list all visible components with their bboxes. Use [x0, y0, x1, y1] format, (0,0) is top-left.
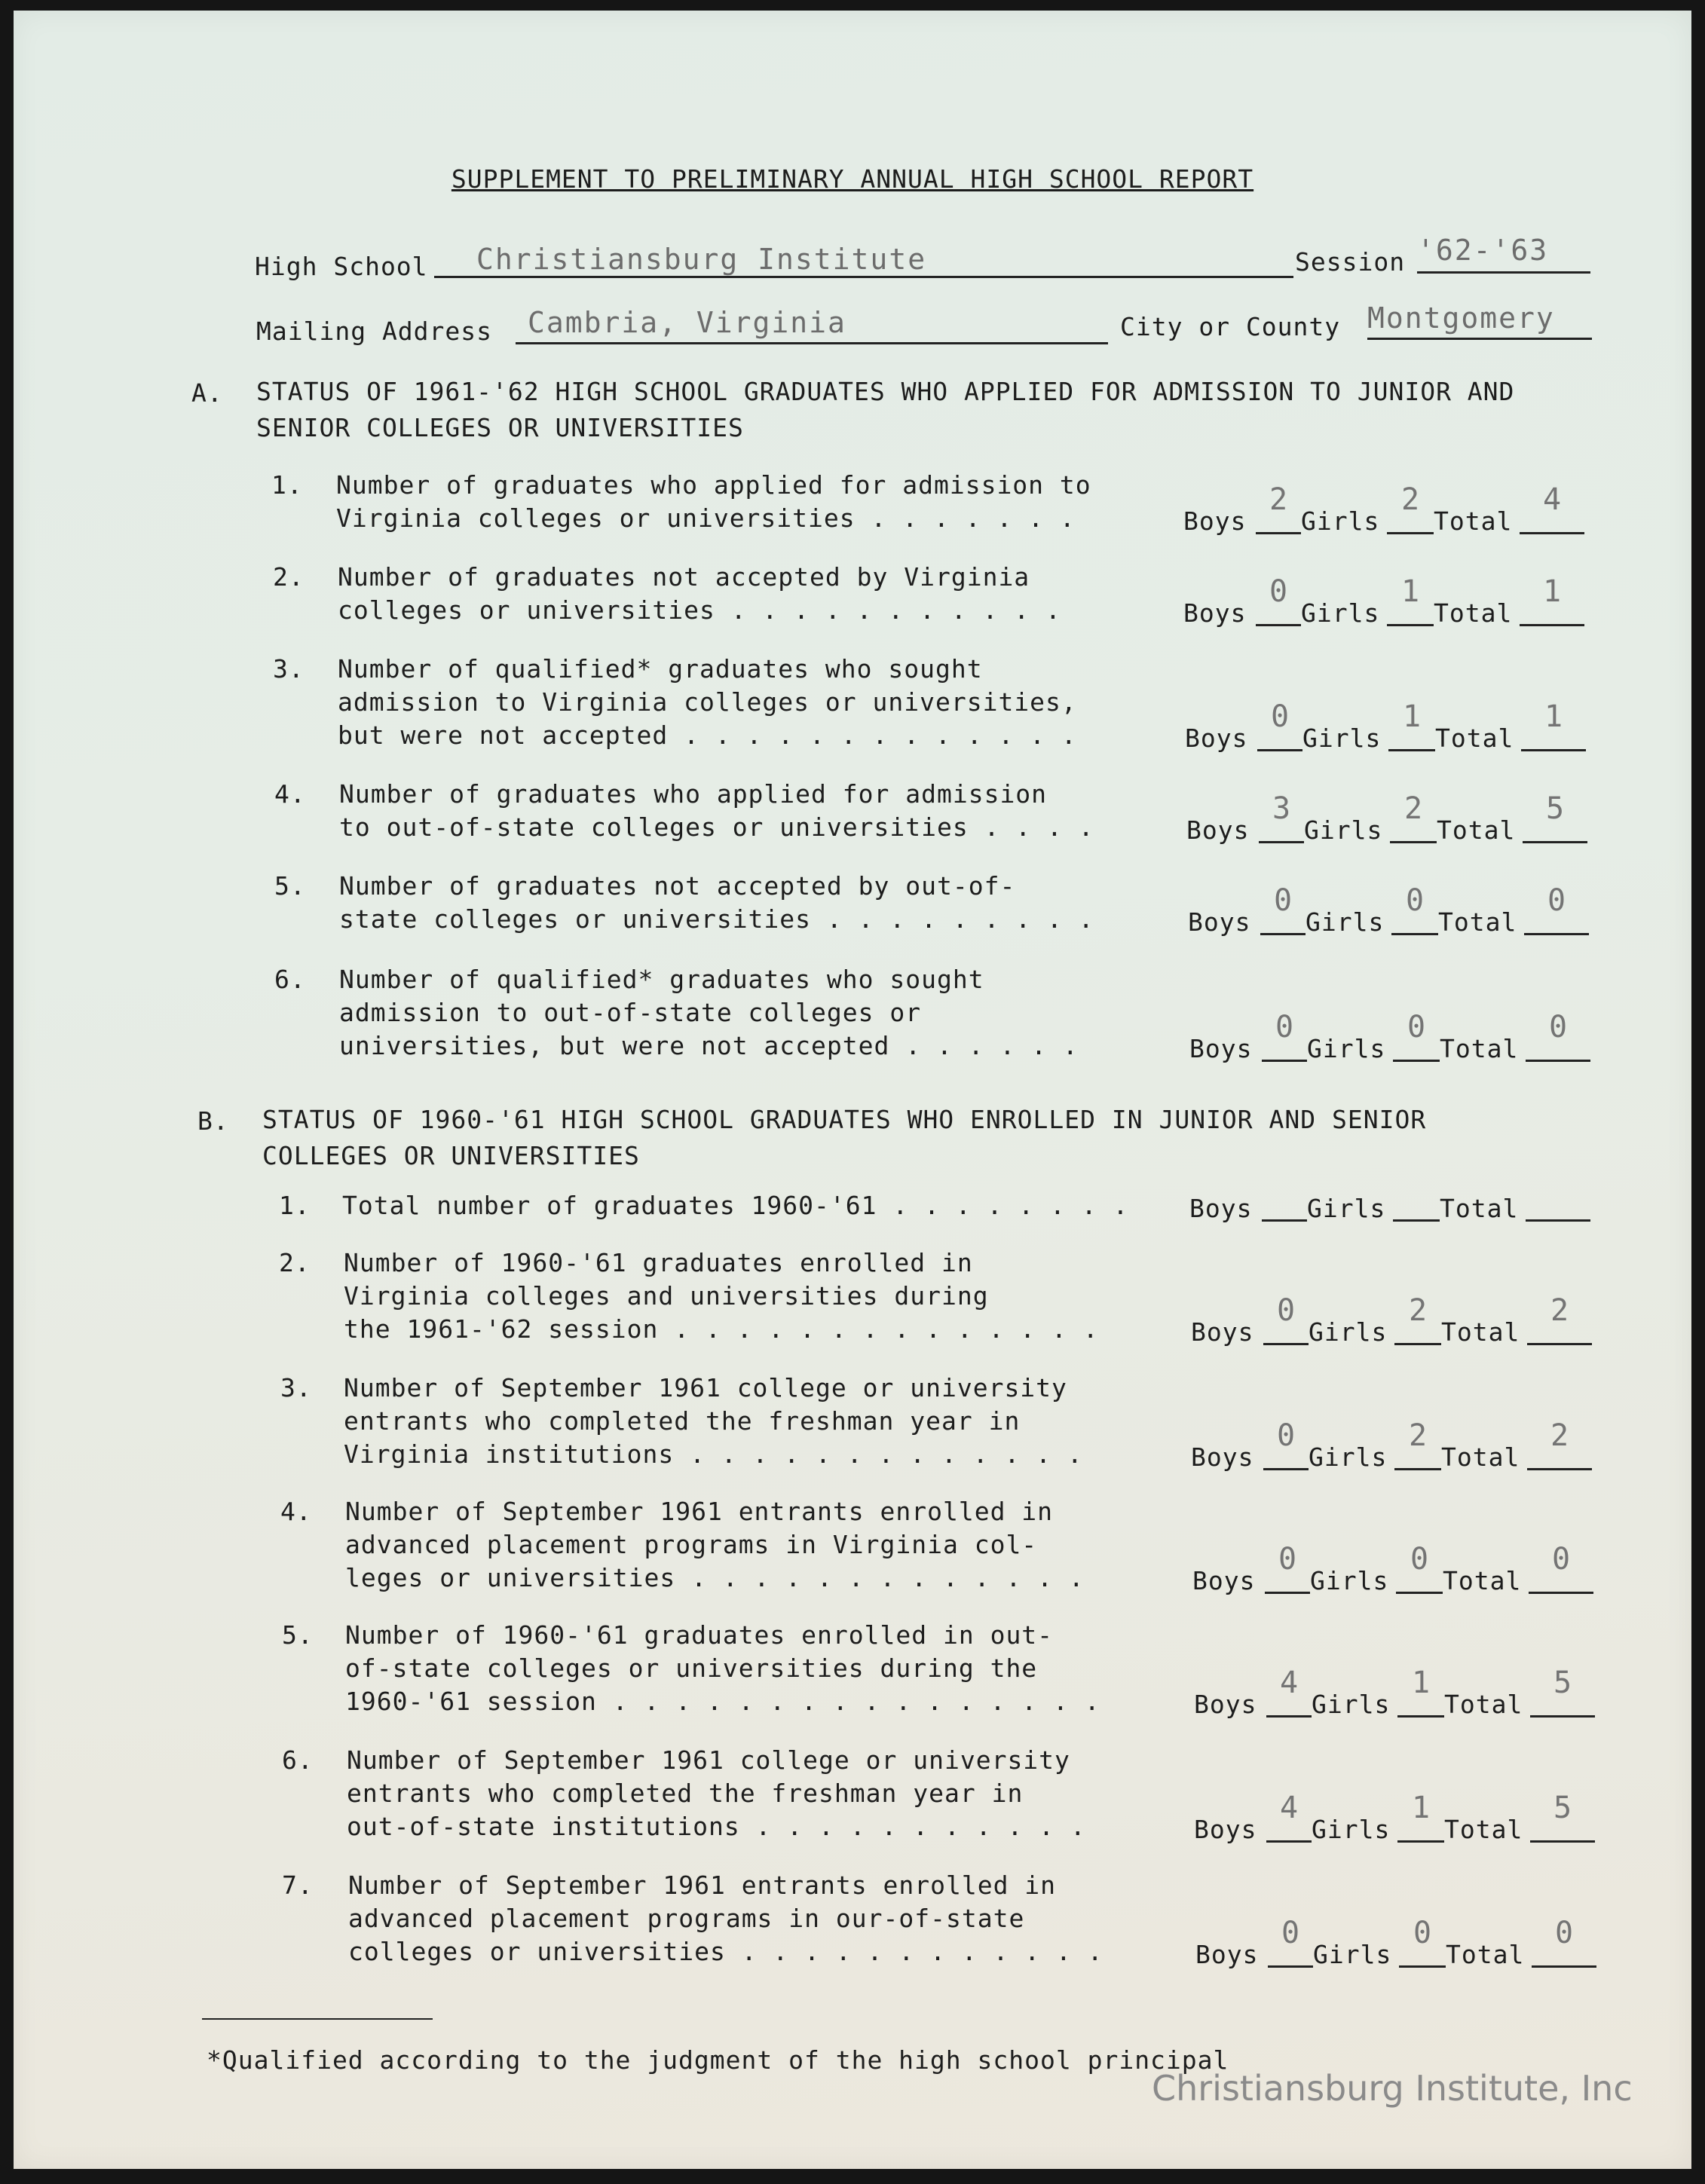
city-county-value: Montgomery: [1367, 301, 1555, 335]
item-text-line: Virginia colleges or universities . . . . . . .: [336, 503, 1076, 533]
item-number: 1.: [271, 470, 303, 500]
total-label: Total: [1438, 907, 1517, 937]
total-value: 5: [1545, 791, 1565, 826]
boys-value: 0: [1275, 1010, 1294, 1045]
boys-blank-line: [1257, 749, 1302, 751]
girls-label: Girls: [1309, 1317, 1388, 1347]
girls-label: Girls: [1306, 907, 1385, 937]
total-label: Total: [1434, 506, 1513, 536]
item-text-line: Number of graduates who applied for admission: [339, 779, 1048, 809]
watermark-text: Christiansburg Institute, Inc: [1152, 2068, 1633, 2109]
item-text-line: Number of September 1961 college or university: [347, 1745, 1070, 1775]
girls-blank-line: [1397, 1840, 1444, 1843]
item-text-line: Number of September 1961 college or university: [344, 1373, 1067, 1402]
total-blank-line: [1526, 1219, 1590, 1222]
total-value: 5: [1553, 1791, 1572, 1825]
footnote-rule: [202, 2018, 433, 2020]
section-a-letter: A.: [191, 378, 223, 408]
girls-label: Girls: [1307, 1194, 1386, 1223]
boys-label: Boys: [1192, 1566, 1256, 1595]
item-text-line: Number of graduates not accepted by Virginia: [338, 562, 1030, 592]
girls-value: 1: [1402, 699, 1422, 734]
total-value: 5: [1553, 1666, 1572, 1700]
section-b-heading-line2: COLLEGES OR UNIVERSITIES: [262, 1141, 640, 1170]
boys-blank-line: [1263, 1343, 1309, 1345]
mailing-address-line: [516, 342, 1108, 344]
boys-blank-line: [1268, 1965, 1313, 1968]
girls-value: 0: [1407, 1010, 1426, 1045]
girls-label: Girls: [1310, 1566, 1389, 1595]
girls-label: Girls: [1307, 1034, 1386, 1063]
boys-label: Boys: [1183, 598, 1247, 628]
boys-value: 0: [1270, 699, 1290, 734]
boys-label: Boys: [1183, 506, 1247, 536]
item-text-line: but were not accepted . . . . . . . . . . . . .: [338, 720, 1077, 750]
high-school-value: Christiansburg Institute: [476, 243, 927, 276]
girls-blank-line: [1387, 624, 1434, 626]
total-value: 1: [1544, 699, 1563, 734]
item-text-line: Virginia institutions . . . . . . . . . . . . .: [344, 1439, 1083, 1469]
item-text-line: admission to Virginia colleges or universities,: [338, 687, 1077, 717]
item-text-line: Number of graduates not accepted by out-of-: [339, 871, 1016, 901]
total-value: 0: [1547, 883, 1566, 918]
girls-blank-line: [1393, 1219, 1440, 1222]
item-number: 5.: [282, 1620, 314, 1650]
mailing-address-value: Cambria, Virginia: [528, 306, 846, 339]
session-label: Session: [1295, 247, 1406, 277]
item-number: 5.: [274, 871, 306, 901]
footnote: *Qualified according to the judgment of the high school principal: [207, 2045, 1229, 2075]
boys-label: Boys: [1191, 1317, 1254, 1347]
item-number: 6.: [274, 965, 306, 994]
boys-value: 0: [1276, 1418, 1296, 1453]
girls-value: 2: [1403, 791, 1423, 826]
page-title: SUPPLEMENT TO PRELIMINARY ANNUAL HIGH SCHOOL REPORT: [451, 164, 1254, 194]
high-school-line: [434, 276, 1293, 278]
total-value: 0: [1554, 1916, 1574, 1950]
girls-value: 2: [1400, 482, 1420, 517]
total-label: Total: [1441, 1317, 1520, 1347]
mailing-address-label: Mailing Address: [256, 317, 493, 346]
total-blank-line: [1527, 1343, 1592, 1345]
boys-label: Boys: [1194, 1690, 1257, 1719]
boys-blank-line: [1262, 1219, 1307, 1222]
boys-value: 0: [1269, 574, 1288, 609]
item-text-line: advanced placement programs in our-of-state: [348, 1904, 1025, 1933]
item-text-line: Number of qualified* graduates who sought: [339, 965, 984, 994]
girls-label: Girls: [1304, 815, 1383, 845]
total-value: 0: [1551, 1542, 1571, 1577]
girls-blank-line: [1393, 1060, 1440, 1062]
girls-value: 1: [1411, 1791, 1431, 1825]
boys-blank-line: [1256, 532, 1301, 534]
girls-label: Girls: [1312, 1815, 1391, 1844]
item-text-line: out-of-state institutions . . . . . . . . . . .: [347, 1812, 1086, 1841]
boys-value: 3: [1272, 791, 1291, 826]
boys-label: Boys: [1195, 1940, 1259, 1969]
boys-blank-line: [1256, 624, 1301, 626]
total-label: Total: [1440, 1194, 1519, 1223]
boys-label: Boys: [1188, 907, 1251, 937]
girls-value: 0: [1405, 883, 1425, 918]
girls-blank-line: [1390, 841, 1437, 843]
city-county-label: City or County: [1120, 312, 1341, 341]
item-text-line: Virginia colleges and universities during: [344, 1281, 989, 1311]
boys-value: 0: [1276, 1293, 1296, 1328]
girls-value: 0: [1413, 1916, 1432, 1950]
item-text-line: Number of September 1961 entrants enrolled in: [345, 1497, 1054, 1526]
girls-blank-line: [1394, 1343, 1441, 1345]
total-blank-line: [1527, 1468, 1592, 1470]
girls-value: 1: [1400, 574, 1420, 609]
item-text-line: Number of 1960-'61 graduates enrolled in: [344, 1248, 973, 1277]
girls-blank-line: [1399, 1965, 1446, 1968]
boys-blank-line: [1262, 1060, 1307, 1062]
girls-label: Girls: [1313, 1940, 1392, 1969]
item-text-line: entrants who completed the freshman year in: [347, 1779, 1024, 1808]
boys-blank-line: [1265, 1592, 1310, 1594]
girls-value: 0: [1410, 1542, 1429, 1577]
session-value: '62-'63: [1417, 234, 1549, 267]
city-county-line: [1367, 338, 1592, 340]
total-blank-line: [1526, 1060, 1590, 1062]
total-blank-line: [1524, 933, 1589, 935]
item-text-line: Number of September 1961 entrants enrolled in: [348, 1870, 1057, 1900]
girls-blank-line: [1391, 933, 1438, 935]
boys-label: Boys: [1191, 1442, 1254, 1472]
item-text-line: universities, but were not accepted . . . . . .: [339, 1031, 1079, 1060]
item-text-line: entrants who completed the freshman year in: [344, 1406, 1021, 1436]
item-text-line: state colleges or universities . . . . . . . . .: [339, 904, 1094, 934]
item-text-line: Number of 1960-'61 graduates enrolled in out-: [345, 1620, 1054, 1650]
total-label: Total: [1435, 723, 1514, 753]
document-page: [14, 11, 1691, 2169]
girls-blank-line: [1397, 1715, 1444, 1718]
total-blank-line: [1520, 532, 1584, 534]
boys-label: Boys: [1189, 1194, 1253, 1223]
total-blank-line: [1532, 1965, 1596, 1968]
girls-blank-line: [1387, 532, 1434, 534]
boys-label: Boys: [1185, 723, 1248, 753]
boys-value: 0: [1278, 1542, 1297, 1577]
total-label: Total: [1434, 598, 1513, 628]
session-line: [1417, 271, 1590, 274]
girls-label: Girls: [1309, 1442, 1388, 1472]
item-number: 6.: [282, 1745, 314, 1775]
girls-value: 2: [1408, 1293, 1428, 1328]
total-label: Total: [1440, 1034, 1519, 1063]
girls-value: 1: [1411, 1666, 1431, 1700]
total-value: 0: [1548, 1010, 1568, 1045]
total-blank-line: [1530, 1715, 1595, 1718]
item-number: 4.: [280, 1497, 312, 1526]
boys-value: 4: [1279, 1791, 1299, 1825]
item-number: 4.: [274, 779, 306, 809]
total-label: Total: [1444, 1815, 1523, 1844]
section-a-heading-line1: STATUS OF 1961-'62 HIGH SCHOOL GRADUATES WHO APPLIED FOR ADMISSION TO JUNIOR AND: [256, 377, 1515, 406]
boys-blank-line: [1263, 1468, 1309, 1470]
section-b-heading-line1: STATUS OF 1960-'61 HIGH SCHOOL GRADUATES WHO ENROLLED IN JUNIOR AND SENIOR: [262, 1105, 1427, 1134]
girls-label: Girls: [1312, 1690, 1391, 1719]
item-number: 2.: [273, 562, 305, 592]
item-text-line: to out-of-state colleges or universities . . . .: [339, 812, 1094, 842]
total-value: 2: [1550, 1293, 1569, 1328]
high-school-label: High School: [255, 252, 428, 281]
section-a-heading-line2: SENIOR COLLEGES OR UNIVERSITIES: [256, 413, 744, 442]
total-label: Total: [1446, 1940, 1525, 1969]
total-label: Total: [1444, 1690, 1523, 1719]
girls-blank-line: [1388, 749, 1435, 751]
total-blank-line: [1529, 1592, 1593, 1594]
boys-value: 0: [1281, 1916, 1300, 1950]
item-text-line: admission to out-of-state colleges or: [339, 998, 922, 1027]
section-b-letter: B.: [197, 1106, 229, 1136]
total-value: 1: [1542, 574, 1562, 609]
girls-label: Girls: [1302, 723, 1382, 753]
total-label: Total: [1437, 815, 1516, 845]
boys-label: Boys: [1194, 1815, 1257, 1844]
item-number: 3.: [280, 1373, 312, 1402]
total-blank-line: [1530, 1840, 1595, 1843]
total-blank-line: [1523, 841, 1587, 843]
item-text-line: Number of graduates who applied for admission to: [336, 470, 1091, 500]
total-value: 2: [1550, 1418, 1569, 1453]
total-label: Total: [1443, 1566, 1522, 1595]
item-number: 2.: [279, 1248, 311, 1277]
girls-blank-line: [1396, 1592, 1443, 1594]
total-value: 4: [1542, 482, 1562, 517]
boys-value: 0: [1273, 883, 1293, 918]
girls-label: Girls: [1301, 598, 1380, 628]
item-text-line: Number of qualified* graduates who sought: [338, 654, 983, 684]
boys-value: 2: [1269, 482, 1288, 517]
total-blank-line: [1521, 749, 1586, 751]
item-text-line: leges or universities . . . . . . . . . . . . .: [345, 1563, 1085, 1592]
item-text-line: of-state colleges or universities during the: [345, 1653, 1038, 1683]
item-number: 7.: [282, 1870, 314, 1900]
girls-blank-line: [1394, 1468, 1441, 1470]
boys-blank-line: [1266, 1840, 1312, 1843]
girls-label: Girls: [1301, 506, 1380, 536]
girls-value: 2: [1408, 1418, 1428, 1453]
item-text-line: 1960-'61 session . . . . . . . . . . . . . . . .: [345, 1687, 1100, 1716]
total-blank-line: [1520, 624, 1584, 626]
item-text-line: advanced placement programs in Virginia col-: [345, 1530, 1038, 1559]
boys-blank-line: [1259, 841, 1304, 843]
boys-blank-line: [1260, 933, 1306, 935]
total-label: Total: [1441, 1442, 1520, 1472]
boys-value: 4: [1279, 1666, 1299, 1700]
item-text-line: Total number of graduates 1960-'61 . . . . . . . .: [342, 1191, 1129, 1220]
item-text-line: colleges or universities . . . . . . . . . . . .: [348, 1937, 1104, 1966]
item-text-line: the 1961-'62 session . . . . . . . . . . . . . .: [344, 1314, 1099, 1344]
boys-label: Boys: [1189, 1034, 1253, 1063]
item-number: 3.: [273, 654, 305, 684]
boys-blank-line: [1266, 1715, 1312, 1718]
boys-label: Boys: [1186, 815, 1250, 845]
item-text-line: colleges or universities . . . . . . . . . . .: [338, 595, 1061, 625]
item-number: 1.: [279, 1191, 311, 1220]
